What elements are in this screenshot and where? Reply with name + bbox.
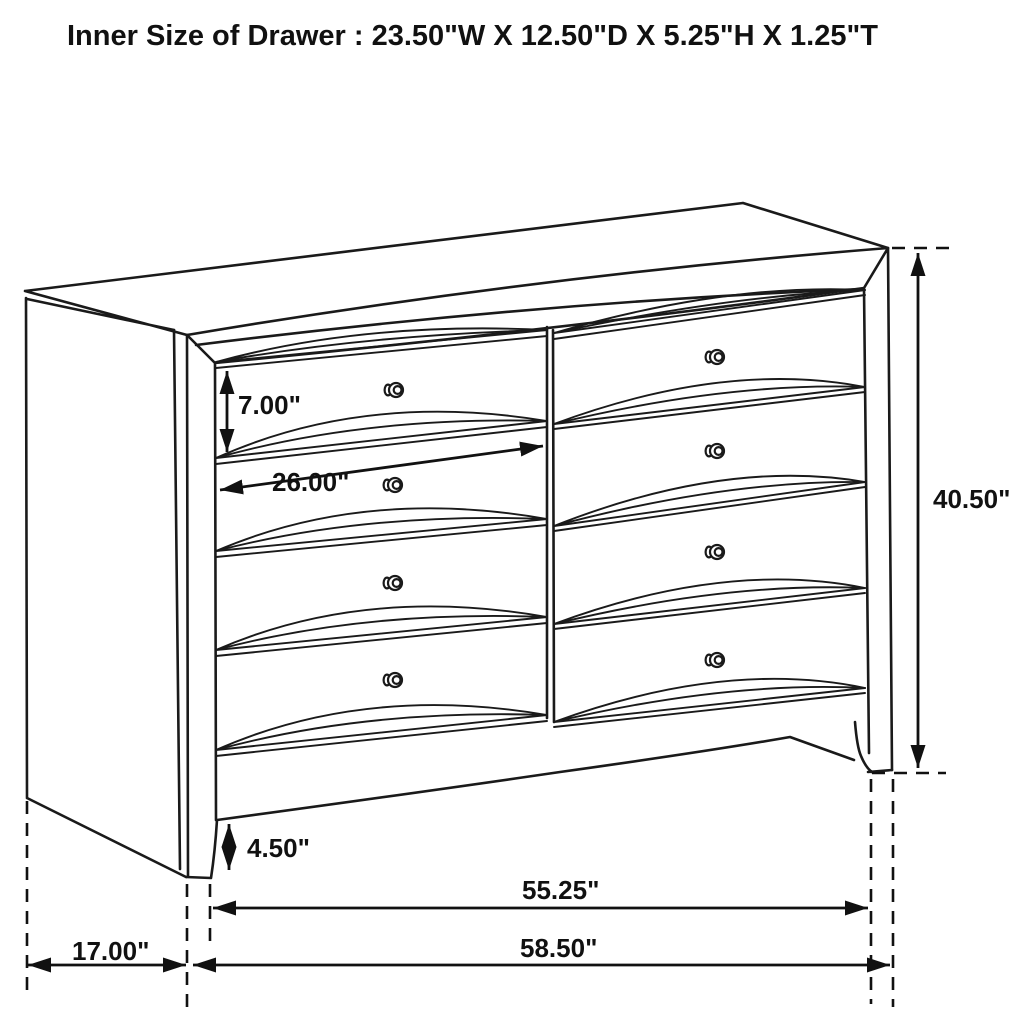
dresser-top xyxy=(25,203,888,345)
drawer-knob-icon xyxy=(706,444,724,458)
base-clearance-label: 4.50" xyxy=(247,833,310,863)
drawer-knob-icon xyxy=(384,478,402,492)
drawer-knob-icon xyxy=(385,383,403,397)
side-panel xyxy=(26,298,188,877)
inner-width-label: 55.25" xyxy=(522,875,600,905)
overall-width-label: 58.50" xyxy=(520,933,598,963)
drawer-height-label: 7.00" xyxy=(238,390,301,420)
overall-height-label: 40.50" xyxy=(933,484,1011,514)
drawer-knob-icon xyxy=(384,576,402,590)
drawer-knob-icon xyxy=(706,545,724,559)
drawer-knob-icon xyxy=(384,673,402,687)
drawer-knob-icon xyxy=(706,350,724,364)
page-title: Inner Size of Drawer : 23.50"W X 12.50"D X 5.25"H X 1.25"T xyxy=(67,20,878,52)
depth-label: 17.00" xyxy=(72,936,150,966)
drawer-divider xyxy=(547,327,554,722)
drawer-knob-icon xyxy=(706,653,724,667)
drawer-width-label: 26.00" xyxy=(272,467,350,497)
